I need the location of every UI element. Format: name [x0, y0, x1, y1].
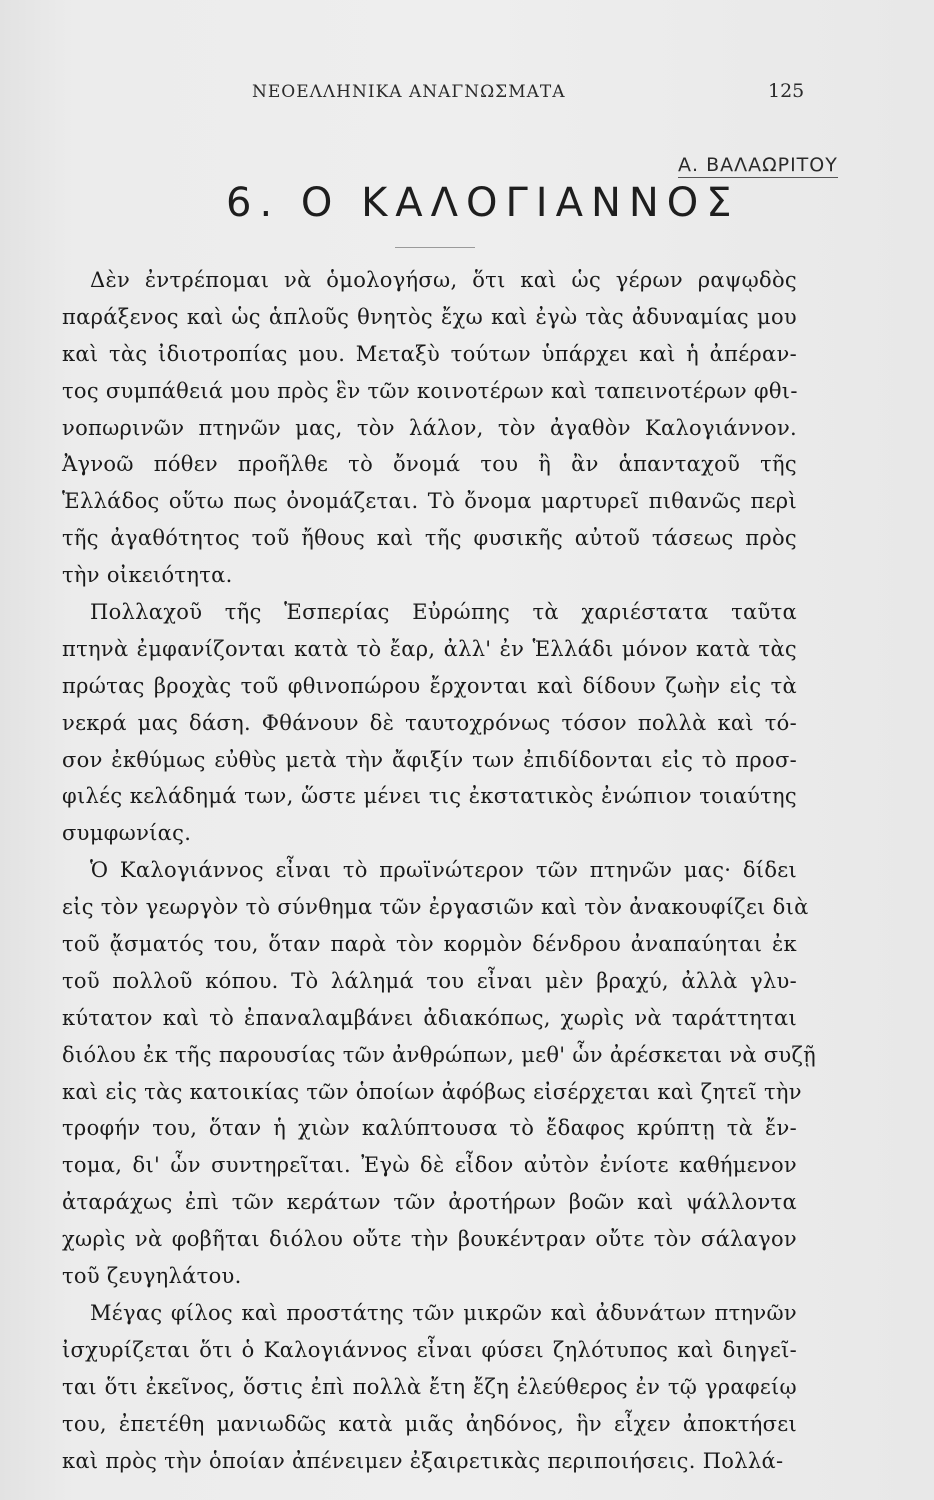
text-line: κύτατον καὶ τὸ ἐπαναλαμβάνει ἀδιακόπως, χωρὶς νὰ ταράττηται	[62, 1005, 797, 1030]
text-line: τὴν οἰκειότητα.	[62, 563, 233, 588]
text-line: διόλου ἐκ τῆς παρουσίας τῶν ἀνθρώπων, μεθ' ὧν ἀρέσκεται νὰ συζῇ	[62, 1042, 817, 1067]
text-line: Ἑλλάδος οὕτω πως ὀνομάζεται. Τὸ ὄνομα μαρτυρεῖ πιθανῶς περὶ	[62, 489, 797, 514]
text-line: τροφήν του, ὅταν ἡ χιὼν καλύπτουσα τὸ ἔδαφος κρύπτῃ τὰ ἔν-	[62, 1116, 797, 1141]
text-line: του, ἐπετέθη μανιωδῶς κατὰ μιᾶς ἀηδόνος, ἣν εἶχεν ἀποκτήσει	[62, 1411, 797, 1436]
text-line: νεκρά μας δάση. Φθάνουν δὲ ταυτοχρόνως τόσον πολλὰ καὶ τό-	[62, 710, 797, 735]
chapter-title: 6. Ο ΚΑΛΟΓΙΑΝΝΟΣ	[226, 180, 740, 226]
body-text	[62, 262, 817, 1479]
text-line: παράξενος καὶ ὡς ἁπλοῦς θνητὸς ἔχω καὶ ἐγὼ τὰς ἀδυναμίας μου	[62, 304, 797, 329]
text-line: τοῦ ζευγηλάτου.	[62, 1264, 242, 1289]
text-line: πρώτας βροχὰς τοῦ φθινοπώρου ἔρχονται καὶ δίδουν ζωὴν εἰς τὰ	[62, 673, 797, 698]
text-line: καὶ πρὸς τὴν ὁποίαν ἀπένειμεν ἐξαιρετικὰς περιποιήσεις. Πολλά-	[62, 1448, 784, 1473]
text-line: χωρὶς νὰ φοβῆται διόλου οὔτε τὴν βουκέντραν οὔτε τὸν σάλαγον	[62, 1227, 797, 1252]
text-line: τοῦ πολλοῦ κόπου. Τὸ λάλημά του εἶναι μὲν βραχύ, ἀλλὰ γλυ-	[62, 968, 797, 993]
text-line: Ὁ Καλογιάννος εἶναι τὸ πρωϊνώτερον τῶν πτηνῶν μας· δίδει	[90, 858, 797, 883]
text-line: καὶ τὰς ἰδιοτροπίας μου. Μεταξὺ τούτων ὑπάρχει καὶ ἡ ἀπέραν-	[62, 341, 797, 366]
text-line: συμφωνίας.	[62, 821, 192, 846]
text-line: ται ὅτι ἐκεῖνος, ὅστις ἐπὶ πολλὰ ἔτη ἔζη ἐλεύθερος ἐν τῷ γραφείῳ	[62, 1374, 797, 1399]
text-line: Ἀγνοῶ πόθεν προῆλθε τὸ ὄνομά του ἢ ἂν ἁπανταχοῦ τῆς	[62, 452, 797, 477]
text-line: τοῦ ᾄσματός του, ὅταν παρὰ τὸν κορμὸν δένδρου ἀναπαύηται ἐκ	[62, 932, 797, 957]
text-line: ἀταράχως ἐπὶ τῶν κεράτων τῶν ἀροτήρων βοῶν καὶ ψάλλοντα	[62, 1190, 797, 1215]
text-line: πτηνὰ ἐμφανίζονται κατὰ τὸ ἔαρ, ἀλλ' ἐν Ἑλλάδι μόνον κατὰ τὰς	[62, 636, 797, 661]
paragraph	[62, 852, 817, 1295]
text-line: τομα, δι' ὧν συντηρεῖται. Ἐγὼ δὲ εἶδον αὐτὸν ἐνίοτε καθήμενον	[62, 1153, 797, 1178]
title-divider	[395, 247, 475, 248]
text-line: φιλές κελάδημά των, ὥστε μένει τις ἐκστατικὸς ἐνώπιον τοιαύτης	[62, 784, 797, 809]
text-line: Μέγας φίλος καὶ προστάτης τῶν μικρῶν καὶ ἀδυνάτων πτηνῶν	[90, 1300, 797, 1325]
text-line: ἰσχυρίζεται ὅτι ὁ Καλογιάννος εἶναι φύσει ζηλότυπος καὶ διηγεῖ-	[62, 1337, 797, 1362]
text-line: νοπωρινῶν πτηνῶν μας, τὸν λάλον, τὸν ἀγαθὸν Καλογιάννον.	[62, 415, 797, 440]
text-line: τῆς ἀγαθότητος τοῦ ἤθους καὶ τῆς φυσικῆς αὐτοῦ τάσεως πρὸς	[62, 526, 797, 551]
page-number: 125	[768, 80, 805, 102]
paragraph	[62, 1295, 797, 1479]
text-line: τος συμπάθειά μου πρὸς ἓν τῶν κοινοτέρων καὶ ταπεινοτέρων φθι-	[62, 378, 798, 403]
text-line: καὶ εἰς τὰς κατοικίας τῶν ὁποίων ἀφόβως εἰσέρχεται καὶ ζητεῖ τὴν	[62, 1079, 802, 1104]
paragraph	[62, 594, 797, 852]
text-line: σον ἐκθύμως εὐθὺς μετὰ τὴν ἄφιξίν των ἐπιδίδονται εἰς τὸ προσ-	[62, 747, 797, 772]
author-credit: Α. ΒΑΛΑΩΡΙΤΟΥ	[678, 154, 838, 176]
text-line: Δὲν ἐντρέπομαι νὰ ὁμολογήσω, ὅτι καὶ ὡς γέρων ραψῳδὸς	[90, 268, 797, 292]
text-line: Πολλαχοῦ τῆς Ἑσπερίας Εὐρώπης τὰ χαριέστατα ταῦτα	[90, 600, 797, 625]
text-line: εἰς τὸν γεωργὸν τὸ σύνθημα τῶν ἐργασιῶν καὶ τὸν ἀνακουφίζει διὰ	[62, 895, 809, 920]
running-head: ΝΕΟΕΛΛΗΝΙΚΑ ΑΝΑΓΝΩΣΜΑΤΑ	[252, 82, 566, 102]
paragraph	[62, 262, 797, 594]
